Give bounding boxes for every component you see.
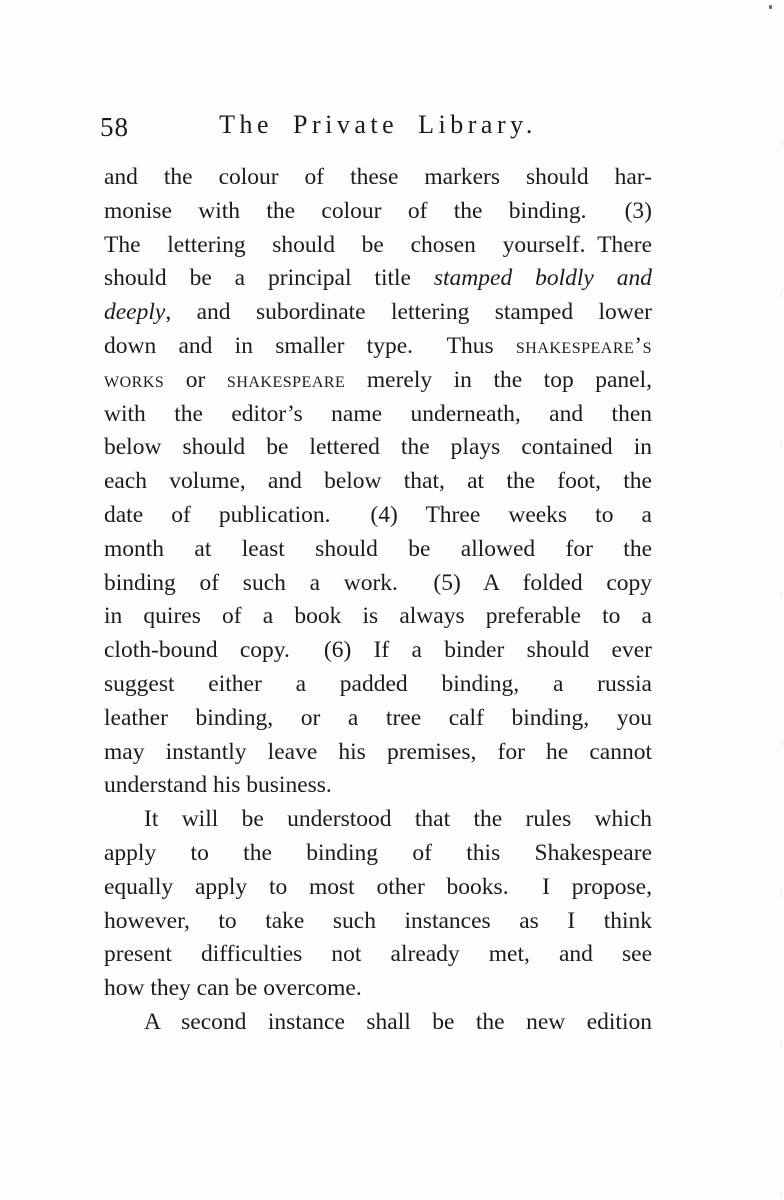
text-segment: merely in the top panel,	[345, 366, 653, 393]
text-line	[104, 431, 652, 465]
text-line	[104, 262, 652, 296]
text-line	[104, 837, 652, 871]
text-segment: with the editor’s name underneath, and then	[104, 400, 652, 427]
text-line	[104, 736, 652, 770]
text-segment: binding of such a work. (5) A folded copy	[104, 569, 652, 596]
text-segment: A second instance shall be the new edition	[144, 1008, 652, 1035]
text-segment: , and subordinate lettering stamped lower	[165, 299, 652, 326]
italic-text: stamped boldly and	[433, 265, 652, 292]
text-line	[104, 1006, 652, 1040]
scan-edge-artifact	[781, 0, 782, 1200]
text-segment: The lettering should be chosen yourself. There	[104, 231, 652, 258]
page-header	[100, 110, 652, 146]
text-line	[104, 296, 652, 330]
text-segment: understand his business.	[104, 772, 332, 799]
text-segment: or	[164, 366, 227, 393]
text-block	[104, 161, 652, 1040]
smallcaps-text: shakespeare’s	[515, 332, 652, 359]
text-line	[104, 769, 652, 803]
text-line	[104, 567, 652, 601]
text-line	[104, 499, 652, 533]
text-segment: may instantly leave his premises, for he cannot	[104, 738, 652, 765]
text-segment: down and in smaller type. Thus	[104, 332, 516, 359]
text-line	[104, 533, 652, 567]
text-line	[104, 905, 652, 939]
text-segment: below should be lettered the plays contained in	[104, 434, 652, 461]
scan-speck	[769, 5, 772, 9]
text-line	[104, 229, 652, 263]
text-segment: apply to the binding of this Shakespeare	[104, 839, 652, 866]
text-line	[104, 600, 652, 634]
italic-text: deeply	[104, 299, 166, 326]
text-segment: cloth-bound copy. (6) If a binder should ever	[104, 637, 652, 664]
text-segment: each volume, and below that, at the foot, the	[104, 468, 652, 495]
text-line	[104, 364, 652, 398]
text-line	[104, 398, 652, 432]
text-segment: should be a principal title	[104, 265, 434, 292]
text-line	[104, 803, 652, 837]
text-line	[104, 634, 652, 668]
text-line	[104, 195, 652, 229]
text-line	[104, 668, 652, 702]
text-segment: however, to take such instances as I think	[104, 907, 652, 934]
text-line	[104, 465, 652, 499]
text-segment: leather binding, or a tree calf binding, you	[104, 704, 652, 731]
text-line	[104, 871, 652, 905]
running-title: The Private Library.	[219, 110, 537, 139]
text-segment: present difficulties not already met, and see	[104, 941, 652, 968]
smallcaps-text: works	[104, 366, 165, 393]
text-segment: in quires of a book is always preferable to a	[104, 603, 652, 630]
text-segment: and the colour of these markers should har-	[104, 164, 652, 190]
text-segment: month at least should be allowed for the	[104, 535, 652, 562]
text-line	[104, 702, 652, 736]
text-line	[104, 330, 652, 364]
text-segment: date of publication. (4) Three weeks to a	[104, 501, 652, 528]
text-segment: suggest either a padded binding, a russia	[104, 670, 652, 697]
page-number: 58	[100, 112, 129, 142]
text-segment: how they can be overcome.	[104, 975, 362, 1002]
smallcaps-text: shakespeare	[226, 366, 346, 393]
text-line	[104, 938, 652, 972]
text-line	[104, 972, 652, 1006]
text-segment: equally apply to most other books. I propose,	[104, 873, 652, 900]
text-segment: monise with the colour of the binding. (3)	[104, 197, 652, 224]
text-line	[104, 161, 652, 195]
text-segment: It will be understood that the rules which	[144, 806, 652, 833]
